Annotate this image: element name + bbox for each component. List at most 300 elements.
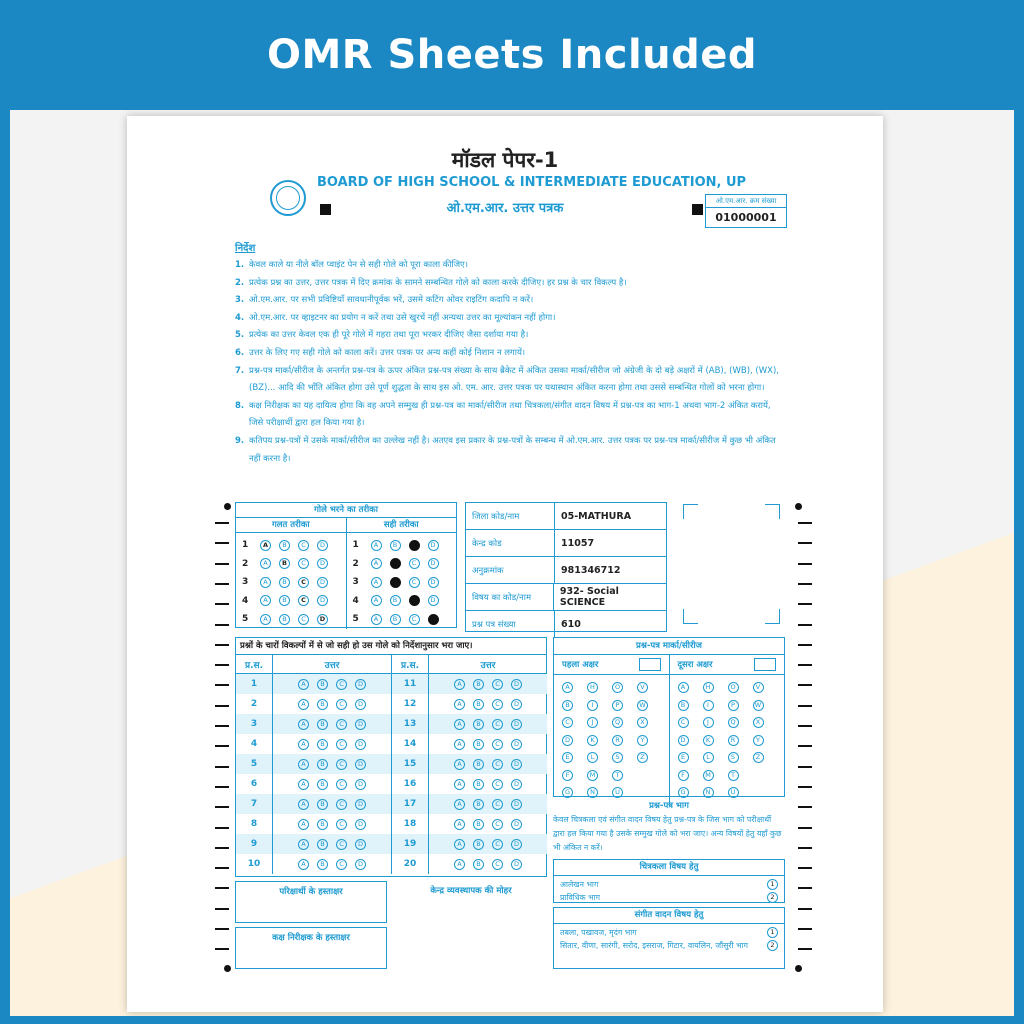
answer-bubble[interactable]: C [336,759,347,770]
method-rows [236,533,456,629]
info-value: 11057 [561,537,595,549]
music-heading: संगीत वादन विषय हेतु [554,908,784,924]
series-bubble[interactable]: B [562,700,573,711]
answer-bubble[interactable]: B [473,739,484,750]
series-bubble[interactable]: D [678,735,689,746]
timing-mark [215,583,229,585]
answer-row [392,774,547,794]
series-bubble[interactable]: D [562,735,573,746]
series-bubble[interactable]: A [678,682,689,693]
timing-mark [798,684,812,686]
answer-row [236,714,391,734]
answer-bubble[interactable]: A [298,799,309,810]
instruction-text: प्रत्येक प्रश्न का उत्तर, उत्तर पत्रक में दिए क्रमांक के सामने सम्बन्धित गोले को काला करके दीजिए। हर प्रश्न के चार विकल्प है। [249,277,627,288]
photo-corner [765,609,780,624]
answer-bubble[interactable]: A [298,739,309,750]
answer-bubble[interactable]: D [355,779,366,790]
info-value: 610 [561,618,581,630]
series-bubble[interactable]: U [728,787,739,798]
timing-mark [215,806,229,808]
series-bubble[interactable]: Z [637,752,648,763]
answer-row [392,674,547,695]
series-bubble[interactable]: J [587,717,598,728]
answer-bubble[interactable]: A [454,699,465,710]
question-column-header: प्र.स. [236,655,273,674]
answer-bubble[interactable]: B [473,719,484,730]
option-bubble: C [298,558,309,569]
series-bubble[interactable]: S [612,752,623,763]
timing-mark [215,542,229,544]
series-row [678,679,777,697]
photo-corner [683,609,698,624]
answer-row [236,774,391,794]
question-number: 10 [236,854,273,874]
answer-bubble[interactable]: C [492,719,503,730]
series-bubble[interactable]: M [587,770,598,781]
series-bubble[interactable]: R [612,735,623,746]
series-bubble[interactable]: S [728,752,739,763]
answer-bubble[interactable]: D [355,699,366,710]
answer-bubble[interactable]: A [298,679,309,690]
corner-dot-icon [224,965,231,972]
series-bubble[interactable]: I [587,700,598,711]
option-bubble: B [390,614,401,625]
answer-bubble[interactable]: C [336,719,347,730]
banner [0,0,1024,110]
answer-bubble[interactable]: B [317,739,328,750]
answer-bubble[interactable]: B [473,799,484,810]
answer-bubble[interactable]: C [492,839,503,850]
answer-bubble[interactable]: A [454,739,465,750]
option-bubble: A [260,540,271,551]
instruction-text: प्रश्न-पत्र मार्का/सीरीज के अन्तर्गत प्रश्न-पत्र के ऊपर अंकित प्रश्न-पत्र संख्या के साथ ब्रैकेट में अंकित उसका मार्का/सीरीज जो अंग्रेजी के दो बड़े अक्षरों में (AB), (WB), (WX), (BZ)... आदि की भाँति अंकित होगा उसे पूर्ण शुद्धता के साथ इस ओ. एम. आर. उत्तर पत्रक पर यथास्थान अंकित करना होगा तथा उससे सम्बन्धित गोलों को भरना होगा। [249,365,779,394]
instruction-item [235,292,785,310]
series-row [562,767,661,785]
info-label: जिला कोड/नाम [466,503,555,529]
timing-mark [215,827,229,829]
option-bubble: C [409,614,420,625]
corner-dot-icon [795,503,802,510]
answer-options [429,714,548,734]
answer-bubble[interactable]: B [317,839,328,850]
instruction-item [235,257,785,275]
series-bubble[interactable]: K [703,735,714,746]
series-bubble[interactable]: M [703,770,714,781]
series-row [678,749,777,767]
info-value: 05-MATHURA [561,510,632,522]
first-letter-label: पहला अक्षर [562,660,599,670]
info-label: प्रश्न पत्र संख्या [466,611,555,637]
answer-bubble[interactable]: B [317,679,328,690]
timing-mark [215,847,229,849]
answer-bubble[interactable]: B [473,859,484,870]
row-number: 4 [352,595,359,606]
answer-bubble[interactable]: A [454,779,465,790]
answer-bubble[interactable]: A [454,759,465,770]
series-bubble[interactable]: E [678,752,689,763]
answer-bubble[interactable]: C [336,739,347,750]
timing-mark [798,624,812,626]
answer-options [429,854,548,874]
instruction-number: 2. [235,277,245,288]
wrong-method-column [236,533,347,629]
right-method-column [347,533,457,629]
series-bubble[interactable]: E [562,752,573,763]
answer-bubble[interactable]: C [492,819,503,830]
series-bubble[interactable]: G [678,787,689,798]
answer-bubble[interactable]: B [317,859,328,870]
answer-bubble[interactable]: D [511,679,522,690]
answer-bubble[interactable]: B [317,819,328,830]
banner-title: OMR Sheets Included [266,32,758,78]
row-number: 1 [352,540,359,551]
wrong-method-row [236,573,346,592]
candidate-signature-label: परिक्षार्थी के हस्ताक्षर [279,887,343,897]
series-row [678,767,777,785]
option-bubble [409,540,420,551]
series-bubble[interactable]: O [728,682,739,693]
instruction-text: प्रत्येक का उत्तर केवल एक ही पूरे गोले में गहरा तथा पूरा भरकर दीजिए जैसा दर्शाया गया है। [249,330,529,341]
answer-options [429,734,548,754]
info-label: केन्द्र कोड [466,530,555,556]
series-bubble[interactable]: W [637,700,648,711]
question-number: 6 [236,774,273,794]
instruction-number: 4. [235,312,245,323]
wrong-method-row [236,592,346,611]
series-bubble[interactable]: W [753,700,764,711]
series-bubble[interactable]: J [703,717,714,728]
answer-bubble[interactable]: B [317,719,328,730]
answer-row [236,834,391,854]
serial-label: ओ.एम.आर. क्रम संख्या [706,195,786,208]
answer-bubble[interactable]: C [492,759,503,770]
row-number: 3 [242,577,249,588]
series-bubble[interactable]: Z [753,752,764,763]
series-second-column [670,655,785,806]
option-bubble: A [371,595,382,606]
series-bubble[interactable]: K [587,735,598,746]
answers-heading: प्रश्नों के चारों विकल्पों में से जो सही हो उस गोले को निर्देशानुसार भरा जाए। [236,638,546,655]
timing-mark [798,603,812,605]
series-bubble[interactable]: G [562,787,573,798]
series-bubble[interactable]: T [728,770,739,781]
fill-method-heading: गोले भरने का तरीका [236,503,456,518]
answer-bubble[interactable]: C [492,859,503,870]
instruction-number: 9. [235,435,245,446]
answer-bubble[interactable]: C [336,859,347,870]
answer-bubble[interactable]: C [336,699,347,710]
answer-bubble[interactable]: A [454,679,465,690]
series-bubble[interactable]: Y [637,735,648,746]
music-item-label: सितार, वीणा, सारंगी, सरोद, इसराज, गिटार, वायलिन, जौंसुरी भाग [560,941,748,950]
option-bubble: D [428,595,439,606]
answer-bubble[interactable]: C [336,799,347,810]
question-number: 18 [392,814,429,834]
timing-mark [215,908,229,910]
answer-bubble[interactable]: A [454,819,465,830]
timing-mark [798,766,812,768]
option-bubble: A [260,558,271,569]
series-bubble[interactable]: O [612,682,623,693]
answer-row [392,714,547,734]
answer-bubble[interactable]: C [336,679,347,690]
option-bubble: C [298,614,309,625]
series-row [678,784,777,802]
answer-bubble[interactable]: D [355,739,366,750]
series-bubble[interactable]: N [587,787,598,798]
answer-bubble[interactable]: D [511,779,522,790]
right-method-row [347,555,457,574]
answer-bubble[interactable]: A [298,779,309,790]
option-bubble [390,558,401,569]
answer-bubble[interactable]: C [336,779,347,790]
serial-box [705,194,787,228]
candidate-signature-box[interactable] [235,881,387,923]
instruction-item [235,275,785,293]
question-number: 13 [392,714,429,734]
info-value: 932- Social SCIENCE [559,586,619,608]
timing-mark [215,684,229,686]
option-bubble: D [428,558,439,569]
answer-bubble[interactable]: C [492,779,503,790]
answer-bubble[interactable]: C [336,839,347,850]
instructions-list [235,257,785,468]
answer-row [392,854,547,874]
music-box [553,907,785,969]
answer-bubble[interactable]: D [511,699,522,710]
answer-bubble[interactable]: B [317,699,328,710]
answer-row [392,814,547,834]
series-bubble[interactable]: X [753,717,764,728]
answer-bubble[interactable]: C [492,679,503,690]
series-bubble[interactable]: V [753,682,764,693]
answer-bubble[interactable]: D [511,799,522,810]
series-row [678,714,777,732]
series-bubble[interactable]: Y [753,735,764,746]
instruction-number: 8. [235,400,245,411]
info-row [466,530,666,557]
part-heading: प्रश्न-पत्र भाग [649,801,689,811]
series-bubble[interactable]: T [612,770,623,781]
series-bubble[interactable]: B [678,700,689,711]
option-bubble [390,577,401,588]
instruction-number: 1. [235,260,245,270]
timing-mark [215,705,229,707]
answer-bubble[interactable]: A [454,799,465,810]
drawing-item-label: प्राविधिक भाग [560,893,600,902]
answer-bubble[interactable]: C [336,819,347,830]
answer-bubble[interactable]: D [355,839,366,850]
answer-bubble[interactable]: D [511,859,522,870]
option-bubble: A [260,614,271,625]
series-bubble[interactable]: P [612,700,623,711]
wrong-method-row [236,610,346,629]
series-bubble[interactable]: N [703,787,714,798]
answer-bubble[interactable]: B [473,819,484,830]
answer-row [392,734,547,754]
option-bubble [409,595,420,606]
first-letter-bubbles [554,675,669,806]
timing-mark [798,786,812,788]
answer-bubble[interactable]: C [492,739,503,750]
answer-row [236,754,391,774]
drawing-item-bubble[interactable]: 1 [767,879,778,890]
answer-bubble[interactable]: C [492,699,503,710]
answers-right-column [392,655,547,874]
answer-bubble[interactable]: A [298,819,309,830]
timing-mark [215,603,229,605]
answer-options [273,754,392,774]
series-bubble[interactable]: F [562,770,573,781]
answer-row [236,734,391,754]
answer-row [236,854,391,874]
answer-bubble[interactable]: D [355,759,366,770]
right-method-label: सही तरीका [383,520,419,530]
series-bubble[interactable]: Q [612,717,623,728]
answer-bubble[interactable]: B [317,779,328,790]
series-bubble[interactable]: F [678,770,689,781]
series-bubble[interactable]: R [728,735,739,746]
first-letter-box[interactable] [639,658,661,671]
question-number: 8 [236,814,273,834]
series-row [562,679,661,697]
question-number: 4 [236,734,273,754]
instruction-text: उत्तर के लिए गए सही गोले को काला करें। उत्तर पत्रक पर अन्य कहीं कोई निशान न लगायें। [249,347,526,358]
series-bubble[interactable]: A [562,682,573,693]
answer-bubble[interactable]: A [298,719,309,730]
answer-bubble[interactable]: C [492,799,503,810]
second-letter-box[interactable] [754,658,776,671]
question-number: 5 [236,754,273,774]
option-bubble: B [390,595,401,606]
answer-bubble[interactable]: A [298,859,309,870]
series-bubble[interactable]: U [612,787,623,798]
answer-bubble[interactable]: D [511,839,522,850]
series-bubble[interactable]: H [703,682,714,693]
instruction-item [235,327,785,345]
sheet-title: मॉडल पेपर-1 [451,148,559,172]
timing-mark [215,786,229,788]
series-bubble[interactable]: L [587,752,598,763]
series-bubble[interactable]: X [637,717,648,728]
timing-mark [798,583,812,585]
answer-column-header: उत्तर [429,655,548,674]
music-item-bubble[interactable]: 2 [767,940,778,951]
row-number: 4 [242,595,249,606]
answer-bubble[interactable]: B [473,699,484,710]
answer-options [429,674,548,695]
question-number: 11 [392,674,429,695]
row-number: 3 [352,577,359,588]
answer-options [273,794,392,814]
answer-bubble[interactable]: A [298,759,309,770]
series-bubble[interactable]: C [678,717,689,728]
music-item-bubble[interactable]: 1 [767,927,778,938]
answer-bubble[interactable]: B [473,779,484,790]
answer-bubble[interactable]: D [511,819,522,830]
option-bubble: D [428,577,439,588]
answer-bubble[interactable]: A [298,839,309,850]
answer-bubble[interactable]: A [454,719,465,730]
timing-mark [798,847,812,849]
instruction-text: ओ.एम.आर. पर व्हाइटनर का प्रयोग न करें तथा उसे खुरचें नहीं अन्यथा उत्तर का मूल्यांकन नहीं होगा। [249,312,556,323]
answer-bubble[interactable]: A [454,859,465,870]
answer-bubble[interactable]: B [473,839,484,850]
answer-bubble[interactable]: D [511,759,522,770]
timing-mark [798,644,812,646]
instruction-text: कक्ष निरीक्षक का यह दायित्व होगा कि वह अपने सम्मुख ही प्रश्न-पत्र का मार्का/सीरीज तथा चित्रकला/संगीत वादन विषय में प्रश्न-पत्र का भाग-1 अथवा भाग-2 अंकित करायें, जिसे परीक्षार्थी द्वारा हल किया गया है। [249,400,771,429]
invigilator-signature-label: कक्ष निरीक्षक के हस्ताक्षर [272,933,350,943]
question-column-header: प्र.स. [392,655,429,674]
series-row [562,732,661,750]
drawing-item-bubble[interactable]: 2 [767,892,778,903]
answer-bubble[interactable]: D [355,719,366,730]
music-item-label: तबला, पखावज, मृदंग भाग [560,928,637,937]
answer-bubble[interactable]: D [511,739,522,750]
timing-mark [215,563,229,565]
answer-bubble[interactable]: B [473,759,484,770]
timing-mark [798,725,812,727]
answer-row [392,694,547,714]
option-bubble: B [279,540,290,551]
answer-bubble[interactable]: D [355,799,366,810]
answer-bubble[interactable]: D [355,859,366,870]
series-bubble[interactable]: L [703,752,714,763]
invigilator-signature-box[interactable] [235,927,387,969]
board-name: BOARD OF HIGH SCHOOL & INTERMEDIATE EDUCATION, UP [317,175,747,190]
instruction-number: 6. [235,347,245,358]
timing-mark [798,887,812,889]
photo-corner [683,504,698,519]
answers-left-column [236,655,392,874]
option-bubble: B [279,577,290,588]
right-method-row [347,573,457,592]
answer-bubble[interactable]: D [355,679,366,690]
answer-row [392,754,547,774]
info-row [466,584,666,611]
question-number: 1 [236,674,273,695]
answer-bubble[interactable]: A [454,839,465,850]
option-bubble: B [279,614,290,625]
series-bubble[interactable]: Q [728,717,739,728]
option-bubble: D [317,595,328,606]
answer-bubble[interactable]: B [317,799,328,810]
answers-box [235,637,547,877]
option-bubble: D [317,540,328,551]
wrong-method-row [236,536,346,555]
series-bubble[interactable]: C [562,717,573,728]
option-bubble: C [409,558,420,569]
info-row [466,611,666,637]
series-bubble[interactable]: H [587,682,598,693]
series-bubble[interactable]: P [728,700,739,711]
answer-bubble[interactable]: B [473,679,484,690]
series-bubble[interactable]: I [703,700,714,711]
timing-mark [798,705,812,707]
answer-bubble[interactable]: D [511,719,522,730]
option-bubble: A [371,577,382,588]
option-bubble: B [279,558,290,569]
answer-bubble[interactable]: D [355,819,366,830]
answer-bubble[interactable]: A [298,699,309,710]
series-bubble[interactable]: V [637,682,648,693]
question-number: 15 [392,754,429,774]
answer-options [429,814,548,834]
question-number: 16 [392,774,429,794]
answer-bubble[interactable]: B [317,759,328,770]
answer-options [273,854,392,874]
question-number: 19 [392,834,429,854]
